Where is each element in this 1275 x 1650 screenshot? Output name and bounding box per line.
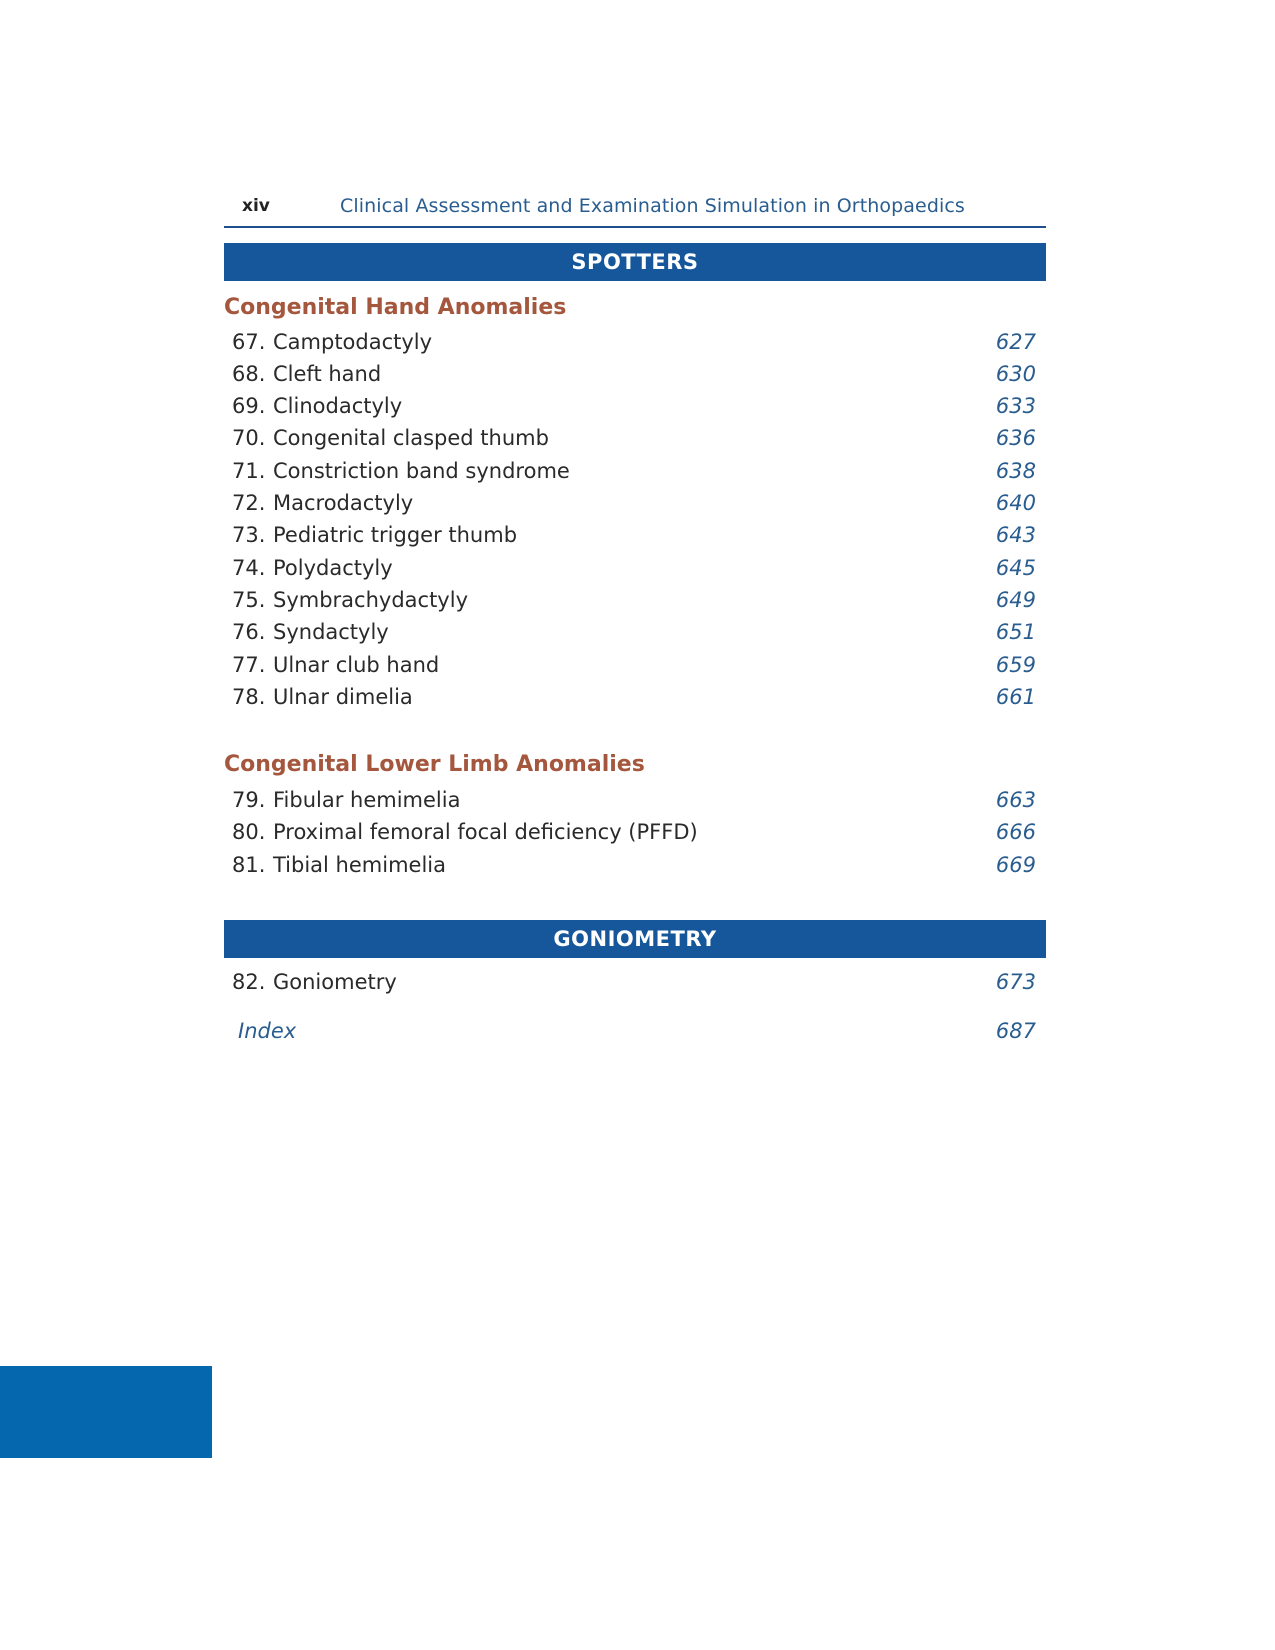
running-header [224,190,1046,228]
toc-entry[interactable] [224,362,1036,395]
entry-number: 67. [232,330,266,354]
entry-page: 627 [995,330,1036,354]
edge-tab-marker [0,1366,212,1458]
toc-entry[interactable] [224,620,1036,653]
section-band-spotters: SPOTTERS [224,243,1046,281]
entry-title: Ulnar dimelia [273,685,413,709]
entry-title: Proximal femoral focal deficiency (PFFD) [273,820,698,844]
toc-entry[interactable] [224,556,1036,589]
toc-entry[interactable] [224,394,1036,427]
toc-entry[interactable] [224,459,1036,492]
entry-number: 72. [232,491,266,515]
toc-entry[interactable] [224,970,1036,1003]
entry-number: 79. [232,788,266,812]
entry-page: 666 [995,820,1036,844]
entry-page: 633 [995,394,1036,418]
entry-title: Tibial hemimelia [273,853,446,877]
toc-index-entry[interactable] [224,1019,1036,1052]
entry-number: 68. [232,362,266,386]
entry-number: 76. [232,620,266,644]
entry-page: 669 [995,853,1036,877]
toc-entry[interactable] [224,685,1036,718]
entry-title: Syndactyly [273,620,389,644]
page-number: xiv [242,196,270,216]
group-heading-lower-limb: Congenital Lower Limb Anomalies [224,752,645,777]
entry-title: Goniometry [273,970,397,994]
toc-entry[interactable] [224,853,1036,886]
entry-number: 74. [232,556,266,580]
entry-page: 649 [995,588,1036,612]
index-label: Index [238,1019,297,1043]
entry-number: 69. [232,394,266,418]
entry-title: Symbrachydactyly [273,588,468,612]
entry-number: 70. [232,426,266,450]
entry-page: 645 [995,556,1036,580]
entry-page: 673 [995,970,1036,994]
index-page: 687 [995,1019,1036,1043]
entry-number: 73. [232,523,266,547]
toc-entry[interactable] [224,491,1036,524]
section-band-goniometry: GONIOMETRY [224,920,1046,958]
toc-entry[interactable] [224,330,1036,363]
entry-page: 643 [995,523,1036,547]
entry-number: 81. [232,853,266,877]
entry-number: 71. [232,459,266,483]
entry-title: Ulnar club hand [273,653,440,677]
toc-entry[interactable] [224,820,1036,853]
book-title: Clinical Assessment and Examination Simulation in Orthopaedics [340,195,965,217]
entry-number: 80. [232,820,266,844]
entry-number: 75. [232,588,266,612]
entry-page: 630 [995,362,1036,386]
entry-number: 82. [232,970,266,994]
entry-page: 640 [995,491,1036,515]
entry-title: Camptodactyly [273,330,433,354]
entry-title: Congenital clasped thumb [273,426,549,450]
entry-title: Constriction band syndrome [273,459,570,483]
toc-entry[interactable] [224,653,1036,686]
entry-title: Polydactyly [273,556,393,580]
entry-title: Clinodactyly [273,394,403,418]
group-heading-hand: Congenital Hand Anomalies [224,295,567,320]
entry-page: 659 [995,653,1036,677]
entry-page: 661 [995,685,1036,709]
entry-title: Macrodactyly [273,491,414,515]
entry-page: 651 [995,620,1036,644]
entry-title: Fibular hemimelia [273,788,461,812]
toc-entry[interactable] [224,523,1036,556]
entry-number: 77. [232,653,266,677]
entry-page: 663 [995,788,1036,812]
entry-number: 78. [232,685,266,709]
entry-title: Cleft hand [273,362,382,386]
toc-entry[interactable] [224,588,1036,621]
entry-page: 638 [995,459,1036,483]
toc-entry[interactable] [224,426,1036,459]
entry-page: 636 [995,426,1036,450]
entry-title: Pediatric trigger thumb [273,523,518,547]
toc-entry[interactable] [224,788,1036,821]
